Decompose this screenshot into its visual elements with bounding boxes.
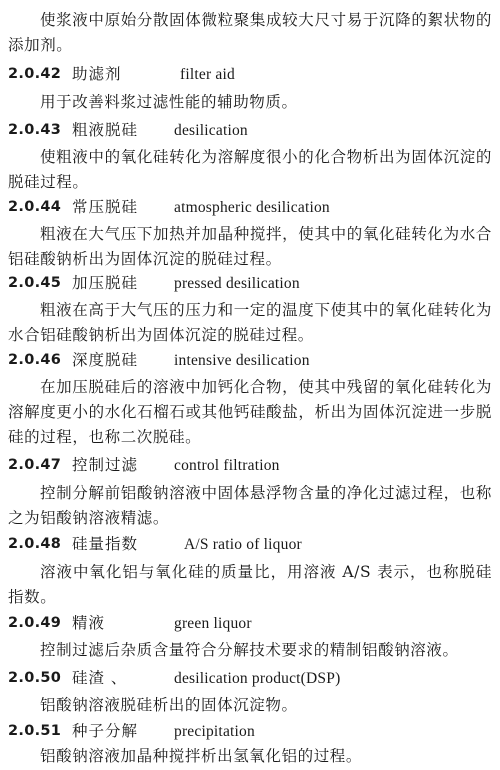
entry-term-en: intensive desilication bbox=[174, 352, 310, 369]
entry-definition: 铝酸钠溶液加晶种搅拌析出氢氧化铝的过程。 bbox=[40, 747, 363, 765]
entry-definition: 在加压脱硅后的溶液中加钙化合物，使其中残留的氧化硅转化为溶解度更小的水化石榴石或其他钙硅酸盐，析出为固体沉淀进一步脱硅的过程，也称二次脱硅。 bbox=[8, 378, 492, 446]
entry-number: 2.0.49 bbox=[8, 615, 62, 631]
entry-term-zh: 硅渣 、 bbox=[72, 669, 128, 687]
entry-term-zh: 常压脱硅 bbox=[72, 198, 139, 216]
entry-term-zh: 精液 bbox=[72, 614, 106, 632]
entry-number: 2.0.42 bbox=[8, 66, 62, 82]
entry-term-zh: 粗液脱硅 bbox=[72, 121, 139, 139]
entry-term-en: A/S ratio of liquor bbox=[184, 536, 302, 553]
entry-term-zh: 控制过滤 bbox=[72, 456, 139, 474]
entry-number: 2.0.48 bbox=[8, 536, 62, 552]
entry-definition: 粗液在高于大气压的压力和一定的温度下使其中的氧化硅转化为水合铝硅酸钠析出为固体沉淀的脱硅过程。 bbox=[8, 301, 492, 344]
entry-number: 2.0.43 bbox=[8, 122, 62, 138]
entry-number: 2.0.44 bbox=[8, 199, 62, 215]
entry-number: 2.0.45 bbox=[8, 275, 62, 291]
entry-number: 2.0.51 bbox=[8, 723, 62, 739]
entry-term-en: desilication bbox=[174, 122, 248, 139]
intro-definition: 使浆液中原始分散固体微粒聚集成较大尺寸易于沉降的絮状物的添加剂。 bbox=[8, 11, 492, 54]
entry-term-en: filter aid bbox=[180, 66, 235, 83]
entry-term-zh: 深度脱硅 bbox=[72, 351, 139, 369]
entry-term-zh: 加压脱硅 bbox=[72, 274, 139, 292]
entry-term-en: desilication product(DSP) bbox=[174, 670, 341, 687]
entry-term-zh: 种子分解 bbox=[72, 722, 139, 740]
entry-term-en: control filtration bbox=[174, 457, 280, 474]
entry-number: 2.0.47 bbox=[8, 457, 62, 473]
entry-definition: 用于改善料浆过滤性能的辅助物质。 bbox=[40, 93, 298, 111]
entry-term-zh: 硅量指数 bbox=[72, 535, 139, 553]
entry-term-en: pressed desilication bbox=[174, 275, 300, 292]
entry-number: 2.0.50 bbox=[8, 670, 62, 686]
entry-definition: 控制分解前铝酸钠溶液中固体悬浮物含量的净化过滤过程，也称之为铝酸钠溶液精滤。 bbox=[8, 484, 492, 527]
entry-definition: 粗液在大气压下加热并加晶种搅拌，使其中的氧化硅转化为水合铝硅酸钠析出为固体沉淀的脱硅过程。 bbox=[8, 225, 492, 268]
entry-term-en: precipitation bbox=[174, 723, 255, 740]
entry-term-zh: 助滤剂 bbox=[72, 65, 122, 83]
entry-term-en: green liquor bbox=[174, 615, 252, 632]
entry-definition: 控制过滤后杂质含量符合分解技术要求的精制铝酸钠溶液。 bbox=[40, 641, 459, 659]
entry-definition: 铝酸钠溶液脱硅析出的固体沉淀物。 bbox=[40, 696, 298, 714]
entry-term-en: atmospheric desilication bbox=[174, 199, 330, 216]
entry-number: 2.0.46 bbox=[8, 352, 62, 368]
entry-definition: 溶液中氧化铝与氧化硅的质量比，用溶液 A/S 表示，也称脱硅指数。 bbox=[8, 563, 492, 606]
entry-definition: 使粗液中的氧化硅转化为溶解度很小的化合物析出为固体沉淀的脱硅过程。 bbox=[8, 148, 492, 191]
